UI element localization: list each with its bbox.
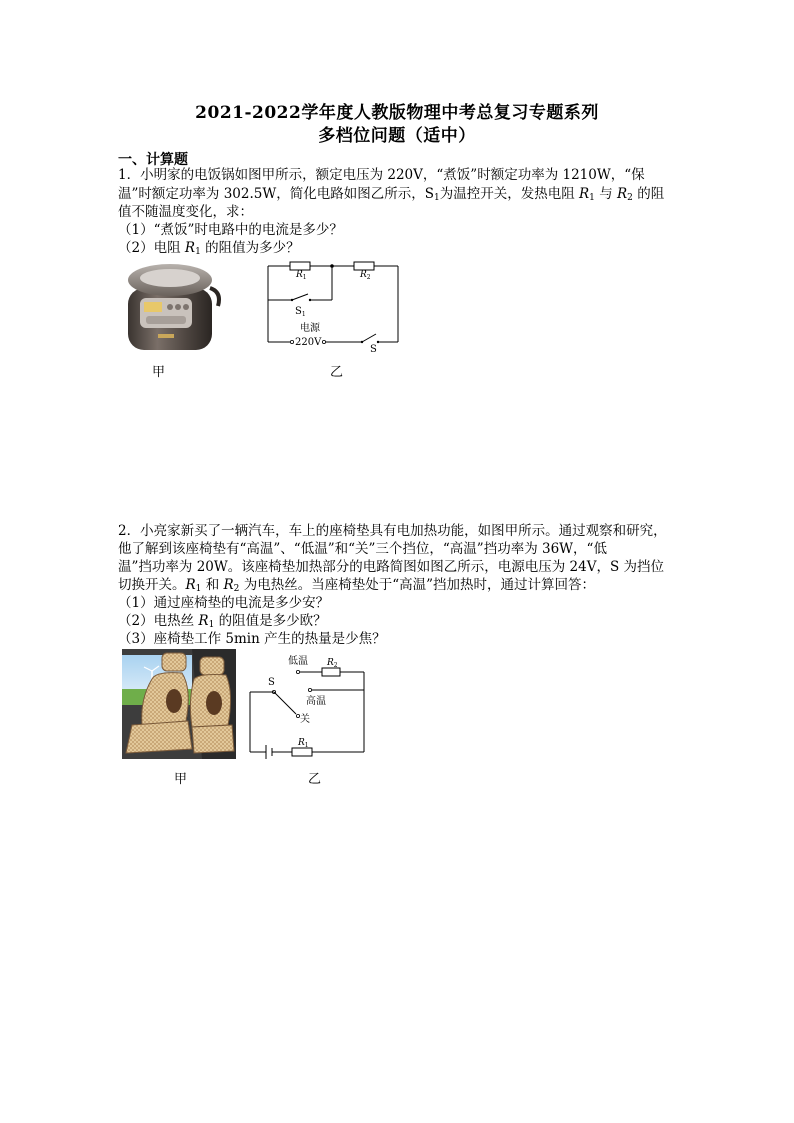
label-s: S [268, 677, 275, 688]
q1-line3: 值不随温度变化，求： [118, 204, 253, 220]
q1-text: 温”时额定功率为 302.5W，简化电路如图乙所示，S [118, 186, 434, 202]
sub: 2 [233, 584, 240, 594]
q1-text: 的阻值为多少？ [200, 240, 300, 256]
label-r1: $R_1$ [298, 738, 309, 749]
q2-text: 切换开关。 [118, 577, 186, 593]
var-r: R [185, 577, 196, 593]
q1-sub1: （1）“煮饭”时电路中的电流是多少？ [118, 222, 343, 238]
label-s: S [370, 344, 377, 355]
doc-title-line1: 2021-2022学年度人教版物理中考总复习专题系列 [195, 103, 599, 123]
q2-text: （2）电热丝 [118, 613, 199, 629]
label-s1: $S_1$ [295, 306, 306, 318]
label-off: 关 [300, 714, 310, 725]
var-r: R [579, 186, 590, 202]
q1-text: （2）电阻 [118, 240, 185, 256]
sub: 1 [208, 620, 215, 630]
label-voltage: 220V [295, 337, 322, 348]
label-r2: $R_2$ [360, 270, 371, 281]
var-r: R [617, 186, 628, 202]
q2-caption-yi: 乙 [308, 772, 322, 787]
rice-cooker-image [120, 258, 224, 356]
q1-text: 为温控开关，发热电阻 [439, 186, 579, 202]
var-r: R [198, 613, 209, 629]
label-source: 电源 [300, 323, 320, 334]
sub: 1 [433, 193, 440, 203]
section-heading: 一、计算题 [118, 152, 188, 168]
label-r2: $R_2$ [327, 658, 338, 669]
q2-caption-jia: 甲 [174, 772, 188, 787]
car-seat-image [122, 649, 236, 759]
sub: 1 [589, 193, 595, 203]
q2-text: 和 [201, 577, 224, 593]
q1-text: 的阻 [632, 186, 665, 202]
q2-line3: 温”挡功率为 20W。该座椅垫加热部分的电路简图如图乙所示，电源电压为 24V，S 为挡位 [118, 559, 665, 575]
label-low: 低温 [288, 656, 308, 667]
q1-line1: 1．小明家的电饭锅如图甲所示，额定电压为 220V，“煮饭”时额定功率为 1210W，“保 [118, 167, 645, 183]
q1-circuit-diagram [262, 256, 407, 356]
q2-circuit-diagram [244, 652, 374, 764]
q2-text: 为电热丝。当座椅垫处于“高温”挡加热时，通过计算回答： [239, 577, 595, 593]
label-high: 高温 [306, 696, 326, 707]
q2-line2: 他了解到该座椅垫有“高温”、“低温”和“关”三个挡位，“高温”挡功率为 36W，“低 [118, 541, 607, 557]
doc-title-line2: 多档位问题（适中） [318, 126, 476, 146]
var-r: R [223, 577, 234, 593]
sub: 2 [627, 193, 633, 203]
q1-text: 与 [594, 186, 617, 202]
var-r: R [184, 240, 196, 256]
q2-line1: 2．小亮家新买了一辆汽车，车上的座椅垫具有电加热功能，如图甲所示。通过观察和研究， [118, 523, 667, 539]
q1-caption-yi: 乙 [330, 365, 344, 380]
q2-text: 的阻值是多少欧？ [214, 613, 327, 629]
q2-sub3: （3）座椅垫工作 5min 产生的热量是少焦？ [118, 631, 386, 647]
q2-sub1: （1）通过座椅垫的电流是多少安？ [118, 595, 330, 611]
sub: 1 [195, 584, 202, 594]
label-r1: $R_1$ [296, 270, 307, 281]
sub: 1 [195, 247, 201, 257]
q1-caption-jia: 甲 [152, 365, 166, 380]
